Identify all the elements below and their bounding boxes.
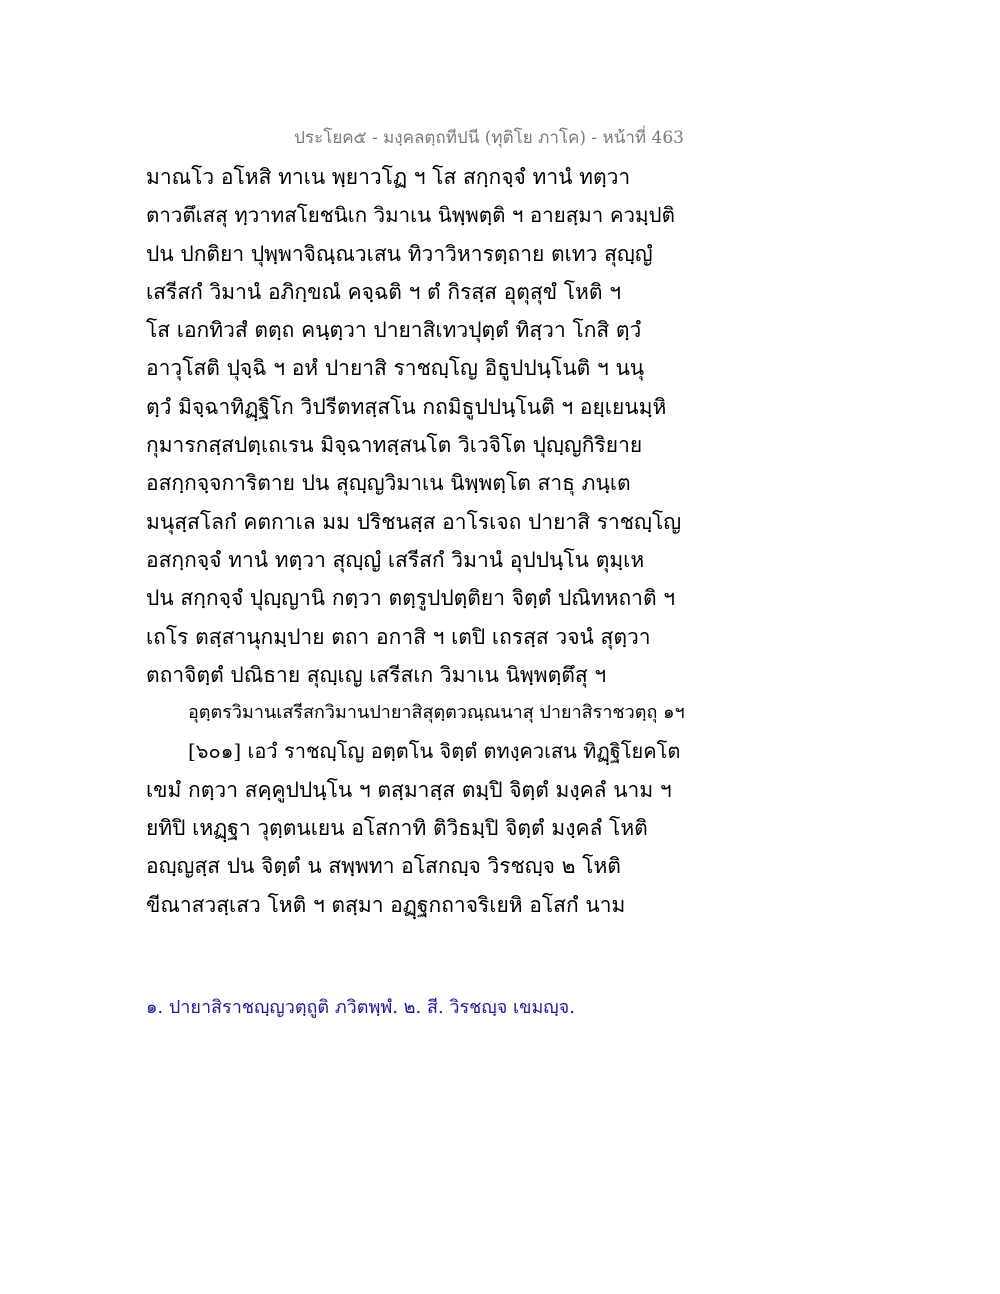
- text-line: มาณโว อโหสิ ทาเน พฺยาวโฏ ฯ โส สกฺกจฺจํ ทานํ ทตฺวา: [146, 165, 631, 189]
- text-line: ปน ปกติยา ปุพฺพาจิณฺณวเสน ทิวาวิหารตฺถาย ตเทว สุญฺญํ: [146, 241, 653, 266]
- text-line: ยทิปิ เหฏฺฐา วุตฺตนเยน อโสกาทิ ติวิธมฺปิ จิตฺตํ มงฺคลํ โหติ: [146, 816, 648, 841]
- text-line: ขีณาสวสฺเสว โหติ ฯ ตสฺมา อฏฺฐกถาจริเยหิ อโสกํ นาม: [146, 892, 626, 917]
- text-line: ตถาจิตฺตํ ปณิธาย สุญฺเญ เสรีสเก วิมาเน นิพฺพตฺตึสุ ฯ: [146, 662, 607, 687]
- paragraph-start-line: [๖๐๑] เอวํ ราชญฺโญ อตฺตโน จิตฺตํ ตทงฺควเสน ทิฏฺฐิโยคโต: [188, 739, 681, 764]
- text-line: เขมํ กตฺวา สคฺคูปปนฺโน ฯ ตสฺมาสฺส ตมฺปิ จิตฺตํ มงฺคลํ นาม ฯ: [146, 777, 672, 802]
- text-line: โส เอกทิวสํ ตตฺถ คนฺตฺวา ปายาสิเทวปุตฺตํ ทิสฺวา โกสิ ตฺวํ: [146, 318, 642, 343]
- text-line: อสกฺกจฺจการิตาย ปน สุญฺญวิมาเน นิพฺพตฺโต สาธุ ภนฺเต: [146, 471, 631, 496]
- text-line: ปน สกฺกจฺจํ ปุญฺญานิ กตฺวา ตตฺรูปปตฺติยา จิตฺตํ ปณิทหถาติ ฯ: [146, 586, 676, 611]
- text-line: อสกฺกจฺจํ ทานํ ทตฺวา สุญฺญํ เสรีสกํ วิมานํ อุปปนฺโน ตุมฺเห: [146, 547, 645, 572]
- text-line: เถโร ตสฺสานุกมฺปาย ตถา อกาสิ ฯ เตปิ เถรสฺส วจนํ สุตฺวา: [146, 624, 651, 649]
- section-end-line: อุตฺตรวิมานเสรีสกวิมานปายาสิสุตฺตวณฺณนาสุ ปายาสิราชวตฺถุ ๑ฯ: [188, 702, 685, 724]
- text-line: อาวุโสติ ปุจฺฉิ ฯ อหํ ปายาสิ ราชญฺโญ อิธูปปนฺโนติ ฯ นนุ: [146, 356, 645, 381]
- text-line: อญฺญสฺส ปน จิตฺตํ น สพฺพทา อโสกญฺจ วิรชญฺจ ๒ โหติ: [146, 854, 621, 879]
- text-line: กุมารกสฺสปตฺเถเรน มิจฺฉาทสฺสนโต วิเวจิโต ปุญฺญกิริยาย: [146, 433, 643, 458]
- body-text: [146, 158, 686, 924]
- running-head: ประโยค๕ - มงฺคลตฺถทีปนี (ทุติโย ภาโค) - หน้าที่ 463: [294, 128, 684, 148]
- text-line: ตฺวํ มิจฺฉาทิฏฺฐิโก วิปรีตทสฺสโน กถมิธูปปนฺโนติ ฯ อยฺเยนมฺหิ: [146, 394, 667, 419]
- text-line: มนุสฺสโลกํ คตกาเล มม ปริชนสฺส อาโรเจถ ปายาสิ ราชญฺโญ: [146, 509, 682, 534]
- text-line: ตาวตึเสสุ ทฺวาทสโยชนิเก วิมาเน นิพฺพตฺติ ฯ อายสฺมา ควมฺปติ: [146, 203, 675, 228]
- text-line: เสรีสกํ วิมานํ อภิกฺขณํ คจฺฉติ ฯ ตํ กิรสฺส อุตุสุขํ โหติ ฯ: [146, 279, 622, 304]
- footnote: ๑. ปายาสิราชญฺญวตฺถูติ ภวิตพฺพํ. ๒. สี. วิรชญฺจ เขมญฺจ.: [146, 997, 575, 1018]
